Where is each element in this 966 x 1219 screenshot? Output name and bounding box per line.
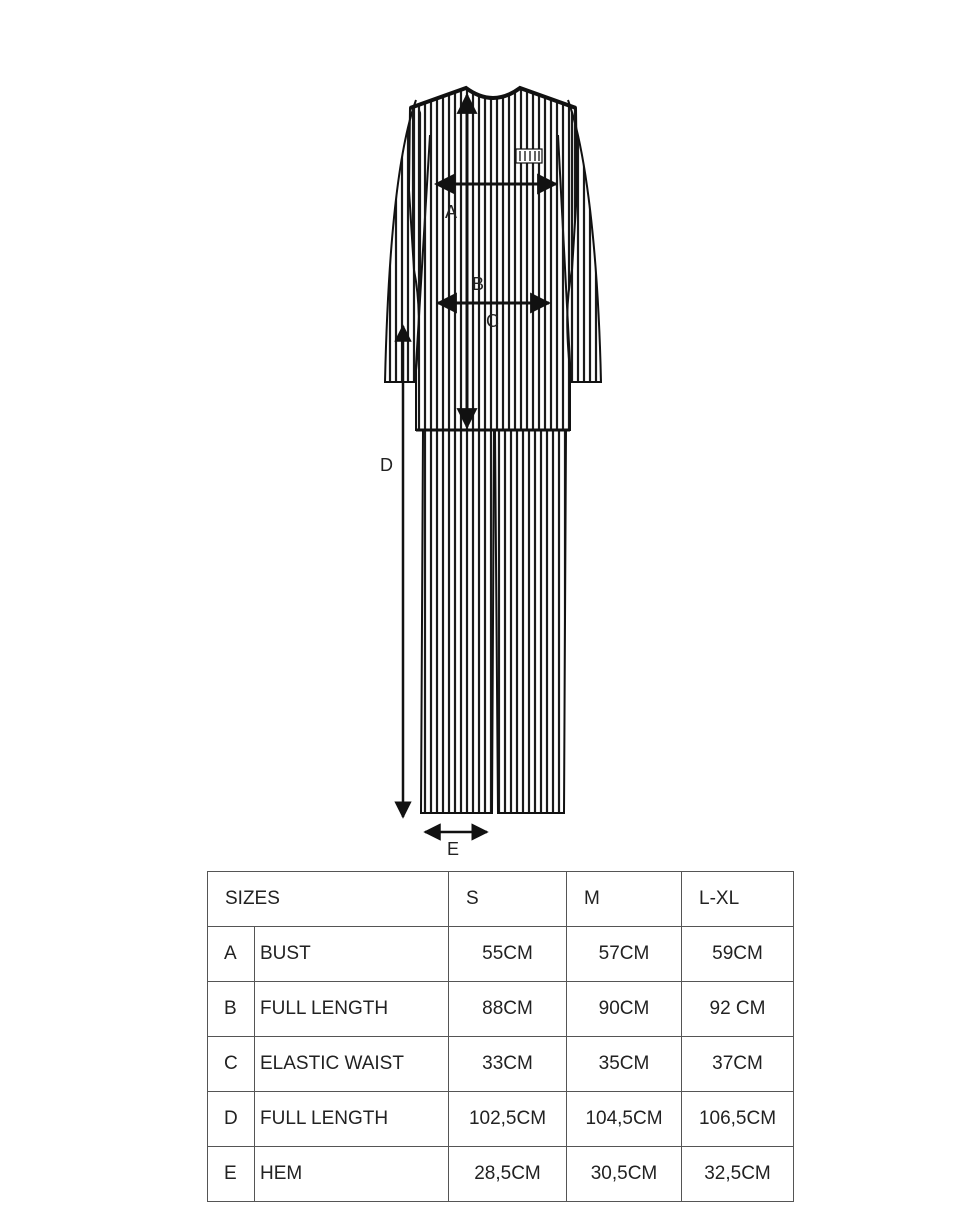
row-value-s: 102,5CM [449, 1092, 567, 1147]
row-value-m: 35CM [567, 1037, 682, 1092]
row-value-lxl: 59CM [682, 927, 794, 982]
row-letter: E [208, 1147, 255, 1202]
row-measurement: HEM [255, 1147, 449, 1202]
table-row [208, 1147, 794, 1202]
table-header-row [208, 872, 794, 927]
header-size-s: S [449, 872, 567, 927]
row-value-m: 90CM [567, 982, 682, 1037]
size-chart-table [207, 871, 794, 1202]
row-value-s: 28,5CM [449, 1147, 567, 1202]
row-value-s: 88CM [449, 982, 567, 1037]
measure-label-c: C [486, 311, 499, 331]
row-value-m: 30,5CM [567, 1147, 682, 1202]
row-measurement: BUST [255, 927, 449, 982]
row-value-s: 33CM [449, 1037, 567, 1092]
row-measurement: ELASTIC WAIST [255, 1037, 449, 1092]
row-letter: C [208, 1037, 255, 1092]
row-letter: D [208, 1092, 255, 1147]
row-value-m: 104,5CM [567, 1092, 682, 1147]
table-row [208, 927, 794, 982]
pants-illustration [421, 430, 566, 813]
row-value-m: 57CM [567, 927, 682, 982]
table-row [208, 1037, 794, 1092]
table-row [208, 1092, 794, 1147]
row-value-lxl: 92 CM [682, 982, 794, 1037]
header-size-m: M [567, 872, 682, 927]
row-letter: A [208, 927, 255, 982]
row-letter: B [208, 982, 255, 1037]
measure-label-e: E [447, 839, 460, 859]
header-sizes: SIZES [208, 872, 449, 927]
row-value-lxl: 37CM [682, 1037, 794, 1092]
measure-label-b: B [472, 274, 485, 294]
row-measurement: FULL LENGTH [255, 982, 449, 1037]
table-row [208, 982, 794, 1037]
row-measurement: FULL LENGTH [255, 1092, 449, 1147]
sweater-illustration [385, 88, 601, 430]
row-value-s: 55CM [449, 927, 567, 982]
measure-label-d: D [380, 455, 393, 475]
measure-label-a: A [445, 202, 458, 222]
row-value-lxl: 32,5CM [682, 1147, 794, 1202]
row-value-lxl: 106,5CM [682, 1092, 794, 1147]
header-size-lxl: L-XL [682, 872, 794, 927]
